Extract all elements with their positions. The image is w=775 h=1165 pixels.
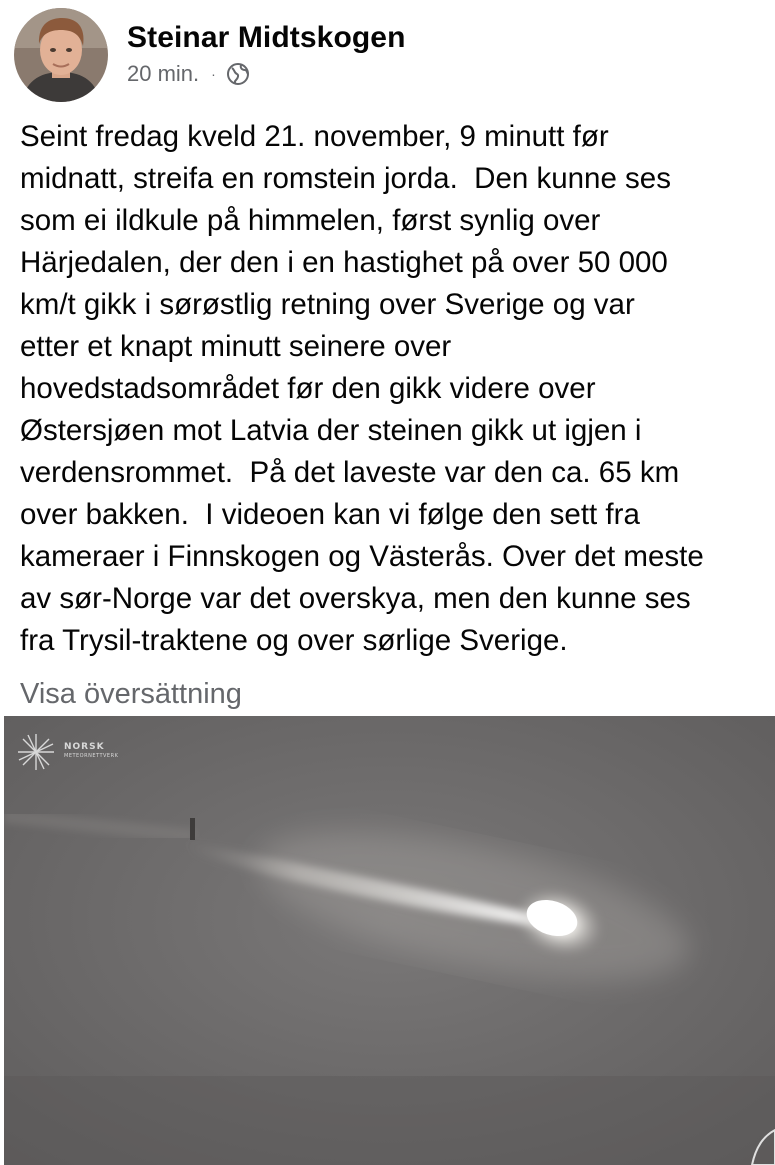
post-meta (127, 20, 406, 88)
author-name[interactable]: Steinar Midtskogen (127, 21, 406, 54)
video-media[interactable] (4, 716, 775, 1165)
avatar[interactable] (14, 8, 108, 102)
post-subline (127, 60, 406, 88)
globe-icon[interactable] (226, 62, 250, 86)
media-watermark (14, 730, 118, 774)
see-translation-link[interactable]: Visa översättning (20, 678, 242, 710)
watermark-text (64, 743, 118, 761)
meteor-network-logo-icon (14, 730, 58, 774)
watermark-name: NORSK (64, 742, 105, 752)
separator-dot: · (211, 66, 216, 82)
post-time[interactable]: 20 min. (127, 61, 200, 86)
profile-photo (14, 8, 108, 102)
fireball-image (4, 716, 775, 1165)
post-header (14, 8, 406, 104)
watermark-sub: METEORNETTVERK (64, 753, 119, 759)
post-text: Seint fredag kveld 21. november, 9 minutt før midnatt, streifa en romstein jorda. Den kunne ses som ei ildkule på himmelen, først synlig over Härjedalen, der den i en hastighet på over 50 000 km/t gikk i sørøstlig retning over Sverige og var etter et knapt minutt seinere over hovedstadsområdet før den gikk videre over Østersjøen mot Latvia der steinen gikk ut igjen i verdensrommet. På det laveste var den ca. 65 km over bakken. I videoen kan vi følge den sett fra kameraer i Finnskogen og Västerås. Over det meste av sør-Norge var det overskya, men den kunne ses fra Trysil-traktene og over sørlige Sverige. (20, 120, 704, 657)
